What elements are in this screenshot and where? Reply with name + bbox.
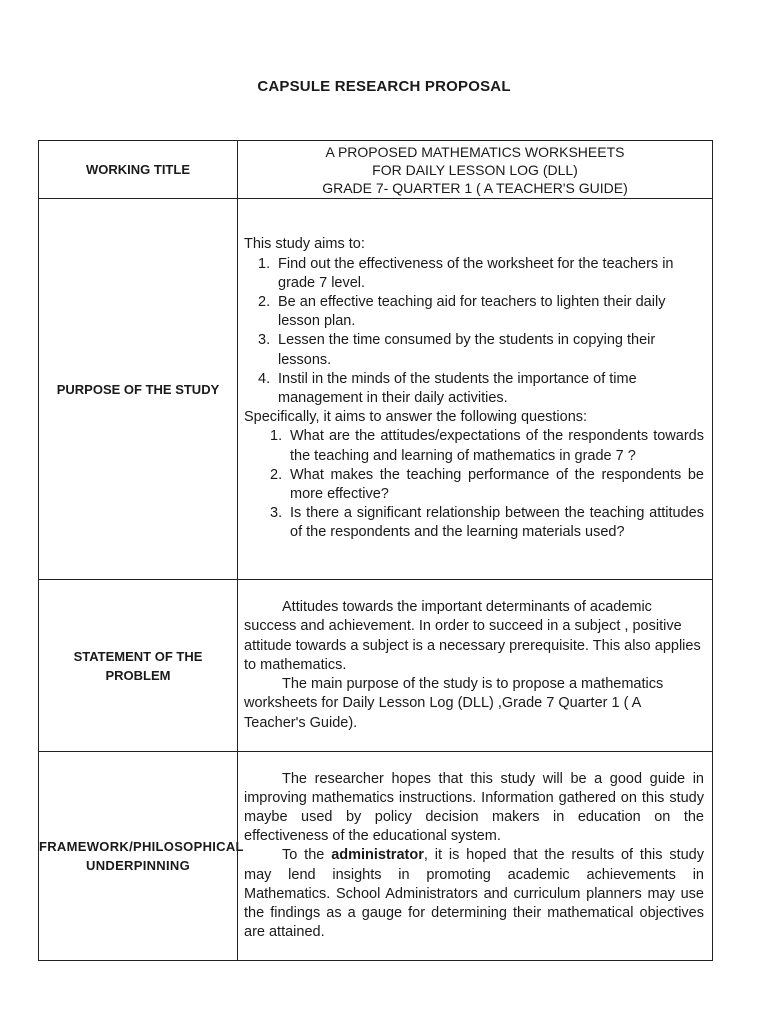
list-item [244,504,704,542]
working-title-content [238,141,713,199]
list-text: Be an effective teaching aid for teachers to lighten their daily lesson plan. [278,293,666,330]
page-title: CAPSULE RESEARCH PROPOSAL [257,78,511,95]
framework-paragraph-2-bold: administrator [331,847,424,864]
problem-label [39,580,238,752]
table-row-framework [39,752,713,961]
problem-content [238,580,713,752]
list-text: Lessen the time consumed by the students in copying their lessons. [278,332,656,368]
list-item [244,466,704,504]
purpose-specific-intro: Specifically, it aims to answer the following questions: [244,409,588,426]
problem-paragraph-2: The main purpose of the study is to propose a mathematics worksheets for Daily Lesson Log (DLL) ,Grade 7 Quarter 1 ( A Teacher's Guide). [244,676,664,731]
purpose-content [238,199,713,580]
table-row-problem [39,580,713,752]
list-number: 3. [258,332,271,349]
framework-paragraph-2-rest: , it is hoped that the results of this study may lend insights in promoting academic achievements in Mathematics. School Administrators and curriculum planners may use the findings as a gauge for determining their mathematical objectives are attained. [244,847,704,941]
table-row-working-title [39,141,713,199]
list-item [244,331,704,369]
framework-paragraph-2-prefix: To the [282,847,332,864]
list-text: What makes the teaching performance of the respondents be more effective? [290,466,704,503]
list-number: 2. [270,466,283,483]
working-title-line-3: GRADE 7- QUARTER 1 ( A TEACHER'S GUIDE) [322,179,628,196]
framework-content [238,752,713,961]
purpose-label: PURPOSE OF THE STUDY [39,199,238,580]
working-title-line-1: A PROPOSED MATHEMATICS WORKSHEETS [325,143,625,160]
problem-label-line-2: PROBLEM [105,667,171,683]
list-text: Is there a significant relationship between the teaching attitudes of the respondents and the learning materials used? [290,505,704,541]
list-number: 1. [258,255,271,272]
working-title-line-2: FOR DAILY LESSON LOG (DLL) [372,161,578,178]
framework-label-line-1: FRAMEWORK/PHILOSOPHICAL [39,839,244,854]
proposal-table [38,140,713,961]
list-item [244,293,704,331]
purpose-intro: This study aims to: [244,236,365,253]
list-item [244,427,704,465]
list-number: 3. [270,505,283,522]
problem-paragraph-1: Attitudes towards the important determinants of academic success and achievement. In order to succeed in a subject , positive attitude towards a subject is a necessary prerequisite. This also applies to mathematics. [244,599,701,673]
aims-list [244,255,704,409]
list-item [244,370,704,408]
list-text: Find out the effectiveness of the worksheet for the teachers in grade 7 level. [278,255,674,291]
list-item [244,255,704,293]
list-text: What are the attitudes/expectations of the respondents towards the teaching and learning of mathematics in grade 7 ? [290,428,704,464]
list-text: Instil in the minds of the students the importance of time management in their daily activities. [278,370,637,406]
table-row-purpose [39,199,713,580]
list-number: 2. [258,293,271,310]
framework-label [39,752,244,961]
framework-paragraph-2 [244,846,704,942]
questions-list [244,427,704,542]
list-number: 1. [270,428,283,445]
working-title-label: WORKING TITLE [39,141,238,199]
list-number: 4. [258,370,271,387]
problem-label-line-1: STATEMENT OF THE [73,648,203,664]
framework-paragraph-1: The researcher hopes that this study will be a good guide in improving mathematics instructions. Information gathered on this study maybe used by policy decision makers in education on the effectiveness of the educational system. [244,770,704,845]
framework-label-line-2: UNDERPINNING [86,858,190,873]
